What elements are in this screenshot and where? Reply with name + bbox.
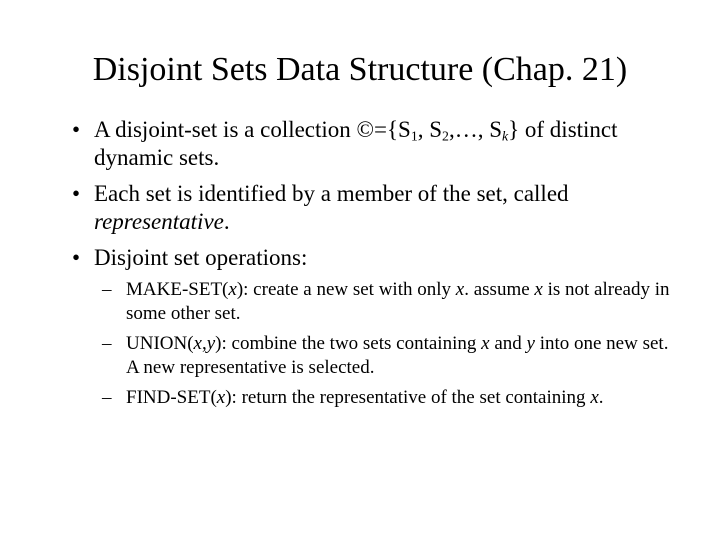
subscript-1: 1 bbox=[410, 128, 418, 144]
op-text: . assume bbox=[464, 279, 535, 300]
sub-bullet-make-set bbox=[102, 278, 672, 326]
dash-mark: – bbox=[102, 279, 112, 300]
bullet-text: Disjoint set operations: bbox=[94, 245, 308, 270]
bullet-mark: • bbox=[72, 181, 81, 206]
op-text: UNION( bbox=[126, 333, 194, 354]
op-text: is not already in some other set. bbox=[126, 279, 670, 324]
bullet-text: , S bbox=[417, 117, 443, 142]
op-var: x bbox=[481, 333, 490, 354]
op-text: ): create a new set with only bbox=[236, 279, 456, 300]
emphasis-representative: representative bbox=[94, 209, 224, 234]
slide-body bbox=[72, 116, 672, 414]
bullet-operations-heading bbox=[72, 244, 672, 272]
bullet-text: A disjoint-set is a collection ©={S bbox=[94, 117, 411, 142]
bullet-disjoint-set-definition bbox=[72, 116, 672, 172]
op-text: ): return the representative of the set containing bbox=[225, 387, 591, 408]
sub-bullet-find-set bbox=[102, 386, 672, 410]
op-text: . bbox=[598, 387, 604, 408]
op-text: MAKE-SET( bbox=[126, 279, 229, 300]
op-text: into one new set. A new representative is selected. bbox=[126, 333, 669, 378]
op-var: y bbox=[526, 333, 535, 354]
op-arg: x bbox=[228, 279, 237, 300]
subscript-k-italic: k bbox=[501, 128, 509, 144]
dash-mark: – bbox=[102, 387, 112, 408]
op-text: and bbox=[489, 333, 527, 354]
op-arg: y bbox=[206, 333, 216, 354]
op-var: x bbox=[590, 387, 599, 408]
op-text: ): combine the two sets containing bbox=[215, 333, 482, 354]
subscript-2: 2 bbox=[442, 128, 449, 144]
bullet-text: ,…, S bbox=[448, 117, 502, 142]
bullet-text: Each set is identified by a member of the set, called bbox=[94, 181, 569, 206]
bullet-text: } of distinct dynamic sets. bbox=[94, 117, 618, 170]
dash-mark: – bbox=[102, 333, 112, 354]
bullet-representative bbox=[72, 180, 672, 236]
slide-title: Disjoint Sets Data Structure (Chap. 21) bbox=[92, 51, 628, 88]
bullet-text: . bbox=[223, 209, 230, 234]
sub-bullet-union bbox=[102, 332, 672, 380]
op-arg: x bbox=[193, 333, 202, 354]
op-text: , bbox=[201, 333, 207, 354]
op-arg: x bbox=[216, 387, 226, 408]
bullet-mark: • bbox=[72, 117, 81, 142]
op-var: x bbox=[455, 279, 465, 300]
op-text: FIND-SET( bbox=[126, 387, 217, 408]
op-var: x bbox=[534, 279, 543, 300]
bullet-mark: • bbox=[72, 245, 81, 270]
